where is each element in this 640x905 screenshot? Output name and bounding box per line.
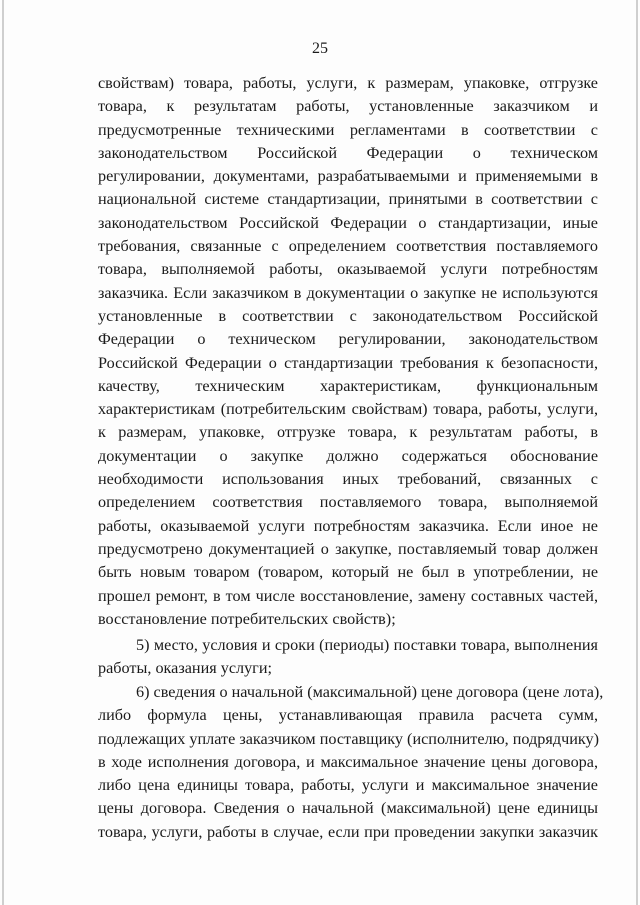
text-line: либо цена единицы товара, работы, услуги и максимальное значение [98,776,598,795]
text-line: Российской Федерации о стандартизации требования к безопасности, [98,353,598,372]
page-right-edge [636,0,638,905]
paragraph-item-6 [98,681,604,844]
text-line: работы, оказания услуги; [98,659,272,678]
text-line: регулировании, документами, разрабатываемыми и применяемыми в [98,167,598,186]
text-line: предусмотрено документацией о закупке, поставляемый товар должен [98,539,598,558]
paragraph-item-5 [98,634,598,681]
text-line: в ходе исполнения договора, и максимальное значение цены договора, [98,752,598,771]
text-line: требования, связанные с определением соответствия поставляемого [98,237,598,256]
text-line: качеству, техническим характеристикам, функциональным [98,376,598,395]
text-line: Федерации о техническом регулировании, законодательством [98,330,598,349]
text-line: необходимости использования иных требований, связанных с [98,470,598,489]
text-line: подлежащих уплате заказчиком поставщику (исполнителю, подрядчику) [98,729,599,748]
text-line: восстановление потребительских свойств); [98,609,396,628]
page-left-edge [2,0,4,905]
text-line: товара, выполняемой работы, оказываемой услуги потребностям [98,260,598,279]
text-line: предусмотренные техническими регламентами в соответствии с [98,120,598,139]
text-line: законодательством Российской Федерации о техническом [98,143,598,162]
text-line: заказчика. Если заказчиком в документации о закупке не используются [98,283,598,302]
text-line: 6) сведения о начальной (максимальной) цене договора (цене лота), [136,683,604,701]
text-line: определением соответствия поставляемого товара, выполняемой [98,493,598,512]
text-line: цены договора. Сведения о начальной (максимальной) цене единицы [98,799,598,818]
text-line: товара, услуги, работы в случае, если при проведении закупки заказчик [98,822,598,841]
text-line: законодательством Российской Федерации о стандартизации, иные [98,213,598,232]
text-line: работы, оказываемой услуги потребностям заказчика. Если иное не [98,516,598,535]
text-line: быть новым товаром (товаром, который не был в употреблении, не [98,563,598,582]
page-number: 25 [312,40,328,57]
text-line: национальной системе стандартизации, принятыми в соответствии с [98,190,598,209]
text-line: характеристикам (потребительским свойствам) товара, работы, услуги, [98,400,598,419]
text-line: свойствам) товара, работы, услуги, к размерам, упаковке, отгрузке [98,74,598,92]
text-line: документации о закупке должно содержаться обоснование [98,446,598,465]
text-line: к размерам, упаковке, отгрузке товара, к результатам работы, в [98,423,598,442]
text-line: установленные в соответствии с законодательством Российской [98,306,598,325]
text-line: товара, к результатам работы, установленные заказчиком и [98,97,598,116]
text-line: 5) место, условия и сроки (периоды) поставки товара, выполнения [136,636,598,654]
text-line: либо формула цены, устанавливающая правила расчета сумм, [98,706,598,725]
text-line: прошел ремонт, в том числе восстановление, замену составных частей, [98,586,598,605]
paragraph-continuation [98,72,598,631]
